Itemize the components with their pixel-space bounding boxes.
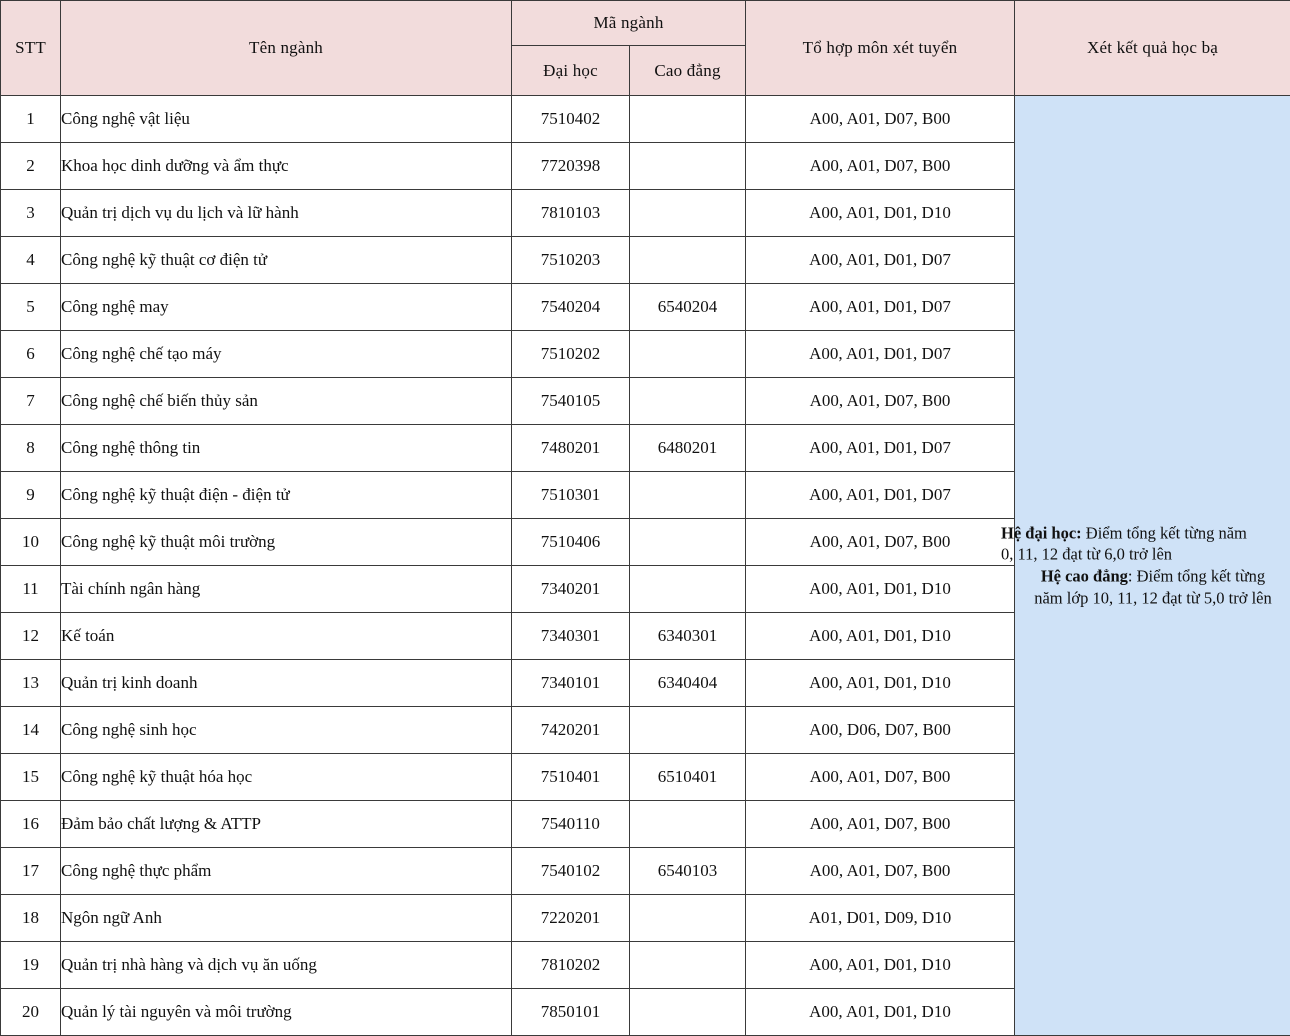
- column-header-code-dh: Đại học: [512, 46, 630, 96]
- cell-code-dh: 7540204: [512, 284, 630, 331]
- table-header: [1, 1, 1290, 96]
- cell-code-dh: 7510401: [512, 754, 630, 801]
- cell-major-name: Công nghệ vật liệu: [61, 96, 512, 143]
- column-header-transcript: Xét kết quả học bạ: [1015, 1, 1290, 96]
- cell-major-name: Công nghệ kỹ thuật môi trường: [61, 519, 512, 566]
- column-header-name: Tên ngành: [61, 1, 512, 96]
- cell-major-name: Quản trị kinh doanh: [61, 660, 512, 707]
- cell-code-dh: 7510203: [512, 237, 630, 284]
- cell-stt: 11: [1, 566, 61, 613]
- cell-stt: 6: [1, 331, 61, 378]
- cell-combination: A00, A01, D01, D07: [746, 331, 1015, 378]
- cell-stt: 20: [1, 989, 61, 1036]
- cell-major-name: Công nghệ sinh học: [61, 707, 512, 754]
- cell-major-name: Công nghệ kỹ thuật cơ điện tử: [61, 237, 512, 284]
- cell-stt: 2: [1, 143, 61, 190]
- cell-stt: 17: [1, 848, 61, 895]
- cell-stt: 3: [1, 190, 61, 237]
- cell-major-name: Ngôn ngữ Anh: [61, 895, 512, 942]
- cell-major-name: Công nghệ kỹ thuật điện - điện tử: [61, 472, 512, 519]
- cell-code-cd: [630, 707, 746, 754]
- cell-code-cd: 6340301: [630, 613, 746, 660]
- transcript-line-3: [993, 566, 1290, 588]
- cell-major-name: Quản trị nhà hàng và dịch vụ ăn uống: [61, 942, 512, 989]
- cell-code-dh: 7540102: [512, 848, 630, 895]
- transcript-line-2: 0, 11, 12 đạt từ 6,0 trở lên: [993, 544, 1290, 566]
- cell-code-cd: [630, 942, 746, 989]
- cell-code-dh: 7540105: [512, 378, 630, 425]
- cell-code-dh: 7220201: [512, 895, 630, 942]
- cell-code-dh: 7850101: [512, 989, 630, 1036]
- cell-stt: 19: [1, 942, 61, 989]
- cell-major-name: Công nghệ kỹ thuật hóa học: [61, 754, 512, 801]
- cell-code-cd: [630, 519, 746, 566]
- table-body: [1, 96, 1290, 1036]
- cell-major-name: Đảm bảo chất lượng & ATTP: [61, 801, 512, 848]
- cell-stt: 13: [1, 660, 61, 707]
- cell-combination: A00, D06, D07, B00: [746, 707, 1015, 754]
- cell-code-cd: [630, 331, 746, 378]
- cell-combination: A00, A01, D01, D07: [746, 425, 1015, 472]
- cell-combination: A00, A01, D07, B00: [746, 848, 1015, 895]
- transcript-line-1: [993, 522, 1290, 544]
- cell-code-dh: 7480201: [512, 425, 630, 472]
- cell-major-name: Khoa học dinh dưỡng và ẩm thực: [61, 143, 512, 190]
- cell-stt: 8: [1, 425, 61, 472]
- cell-combination: A00, A01, D01, D10: [746, 566, 1015, 613]
- cell-code-dh: 7720398: [512, 143, 630, 190]
- cell-major-name: Công nghệ may: [61, 284, 512, 331]
- cell-combination: A00, A01, D01, D07: [746, 237, 1015, 284]
- cell-code-cd: [630, 237, 746, 284]
- cell-major-name: Quản trị dịch vụ du lịch và lữ hành: [61, 190, 512, 237]
- cell-code-dh: 7810202: [512, 942, 630, 989]
- cell-combination: A00, A01, D01, D07: [746, 284, 1015, 331]
- cell-stt: 7: [1, 378, 61, 425]
- cell-code-cd: [630, 378, 746, 425]
- table-row: [1, 96, 1290, 143]
- cell-stt: 12: [1, 613, 61, 660]
- cell-code-cd: [630, 143, 746, 190]
- transcript-panel-text: [993, 522, 1290, 609]
- cell-code-cd: 6540204: [630, 284, 746, 331]
- cell-combination: A00, A01, D01, D10: [746, 613, 1015, 660]
- cell-combination: A00, A01, D01, D10: [746, 942, 1015, 989]
- transcript-line-4: năm lớp 10, 11, 12 đạt từ 5,0 trở lên: [993, 587, 1290, 609]
- cell-code-dh: 7540110: [512, 801, 630, 848]
- cell-stt: 16: [1, 801, 61, 848]
- column-header-code-cd: Cao đẳng: [630, 46, 746, 96]
- cell-combination: A00, A01, D01, D07: [746, 472, 1015, 519]
- cell-major-name: Công nghệ chế tạo máy: [61, 331, 512, 378]
- cell-combination: A00, A01, D01, D10: [746, 989, 1015, 1036]
- cell-code-dh: 7510301: [512, 472, 630, 519]
- header-row-top: [1, 1, 1290, 46]
- cell-stt: 9: [1, 472, 61, 519]
- cell-combination: A00, A01, D07, B00: [746, 754, 1015, 801]
- cell-code-dh: 7340301: [512, 613, 630, 660]
- cell-code-dh: 7510406: [512, 519, 630, 566]
- cell-code-cd: [630, 895, 746, 942]
- column-header-stt: STT: [1, 1, 61, 96]
- cell-stt: 15: [1, 754, 61, 801]
- transcript-cd-text: : Điểm tổng kết từng: [1128, 567, 1265, 586]
- column-header-code-group: Mã ngành: [512, 1, 746, 46]
- column-header-combination: Tổ hợp môn xét tuyển: [746, 1, 1015, 96]
- cell-stt: 1: [1, 96, 61, 143]
- cell-stt: 14: [1, 707, 61, 754]
- cell-major-name: Kế toán: [61, 613, 512, 660]
- transcript-dh-label: Hệ đại học:: [1001, 523, 1082, 542]
- cell-major-name: Công nghệ thực phẩm: [61, 848, 512, 895]
- cell-code-dh: 7510202: [512, 331, 630, 378]
- cell-stt: 10: [1, 519, 61, 566]
- cell-combination: A01, D01, D09, D10: [746, 895, 1015, 942]
- cell-code-dh: 7340201: [512, 566, 630, 613]
- cell-code-dh: 7510402: [512, 96, 630, 143]
- cell-stt: 18: [1, 895, 61, 942]
- cell-combination: A00, A01, D07, B00: [746, 96, 1015, 143]
- transcript-cd-label: Hệ cao đẳng: [1041, 567, 1128, 586]
- cell-code-cd: [630, 566, 746, 613]
- cell-code-dh: 7810103: [512, 190, 630, 237]
- cell-code-cd: 6510401: [630, 754, 746, 801]
- cell-major-name: Công nghệ chế biến thủy sản: [61, 378, 512, 425]
- cell-major-name: Công nghệ thông tin: [61, 425, 512, 472]
- cell-code-cd: [630, 190, 746, 237]
- cell-stt: 5: [1, 284, 61, 331]
- cell-major-name: Quản lý tài nguyên và môi trường: [61, 989, 512, 1036]
- transcript-criteria-panel: [1015, 96, 1290, 1036]
- cell-stt: 4: [1, 237, 61, 284]
- cell-code-cd: 6540103: [630, 848, 746, 895]
- cell-combination: A00, A01, D07, B00: [746, 143, 1015, 190]
- cell-major-name: Tài chính ngân hàng: [61, 566, 512, 613]
- cell-code-cd: [630, 472, 746, 519]
- cell-code-dh: 7340101: [512, 660, 630, 707]
- transcript-dh-text: Điểm tổng kết từng năm: [1082, 523, 1247, 542]
- cell-code-cd: [630, 801, 746, 848]
- cell-code-cd: 6480201: [630, 425, 746, 472]
- cell-code-cd: [630, 989, 746, 1036]
- cell-combination: A00, A01, D07, B00: [746, 801, 1015, 848]
- cell-combination: A00, A01, D01, D10: [746, 660, 1015, 707]
- cell-code-cd: 6340404: [630, 660, 746, 707]
- cell-combination: A00, A01, D07, B00: [746, 519, 1015, 566]
- cell-code-cd: [630, 96, 746, 143]
- cell-combination: A00, A01, D07, B00: [746, 378, 1015, 425]
- cell-code-dh: 7420201: [512, 707, 630, 754]
- cell-combination: A00, A01, D01, D10: [746, 190, 1015, 237]
